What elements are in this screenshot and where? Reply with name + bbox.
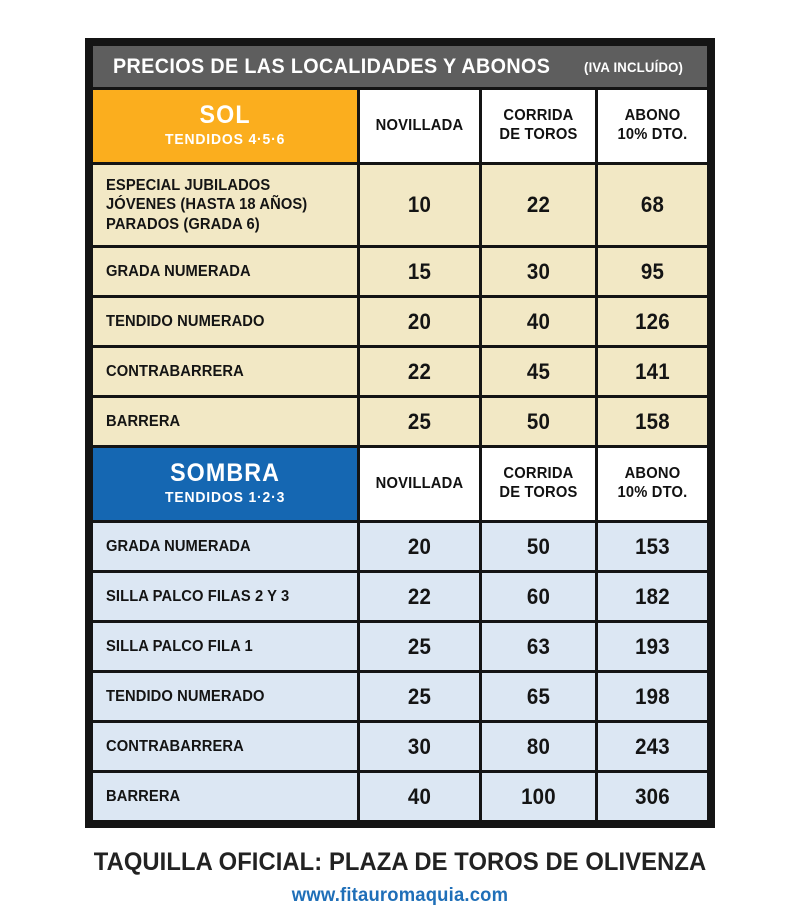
section-header-row-sol: [93, 90, 707, 162]
table-row: [93, 623, 707, 670]
row-label-line: JÓVENES (HASTA 18 AÑOS): [106, 196, 308, 214]
price-value: 50: [527, 408, 551, 434]
price-cell-abono: [598, 348, 707, 395]
price-cell-corrida: [482, 523, 595, 570]
price-cell-novillada: [360, 165, 479, 245]
price-value: 306: [635, 783, 670, 809]
column-header-line: CORRIDA: [503, 465, 574, 483]
column-header-line: NOVILLADA: [375, 116, 464, 134]
row-label-line: GRADA NUMERADA: [106, 537, 251, 555]
table-row: [93, 773, 707, 820]
price-cell-corrida: [482, 348, 595, 395]
price-table-frame: [85, 38, 715, 828]
price-cell-abono: [598, 165, 707, 245]
price-cell-corrida: [482, 165, 595, 245]
price-value: 15: [408, 258, 432, 284]
column-header-line: DE TOROS: [499, 484, 578, 501]
price-cell-corrida: [482, 573, 595, 620]
table-body: [93, 90, 707, 820]
poster-footer: [0, 848, 800, 907]
section-subtitle: TENDIDOS 4·5·6: [164, 130, 286, 148]
price-value: 22: [408, 583, 432, 609]
price-value: 243: [635, 733, 670, 759]
price-value: 40: [408, 783, 432, 809]
price-value: 95: [640, 258, 665, 284]
price-value: 63: [527, 633, 551, 659]
price-cell-novillada: [360, 723, 479, 770]
website-link[interactable]: www.fitauromaquia.com: [291, 885, 509, 906]
price-cell-novillada: [360, 773, 479, 820]
column-header-abono-sombra: [598, 448, 707, 520]
page-title: PRECIOS DE LAS LOCALIDADES Y ABONOS: [113, 54, 551, 78]
column-header-line: 10% DTO.: [617, 484, 688, 501]
price-cell-abono: [598, 723, 707, 770]
price-value: 45: [527, 358, 551, 384]
price-value: 30: [408, 733, 432, 759]
price-value: 60: [527, 583, 551, 609]
table-row: [93, 573, 707, 620]
section-header-sol: [93, 90, 357, 162]
price-value: 22: [408, 358, 432, 384]
price-value: 198: [635, 683, 670, 709]
section-header-sombra: [93, 448, 357, 520]
row-label: [93, 398, 357, 445]
row-label-line: PARADOS (GRADA 6): [106, 215, 260, 233]
price-cell-corrida: [482, 298, 595, 345]
column-header-abono-sol: [598, 90, 707, 162]
row-label: [93, 523, 357, 570]
box-office-line: TAQUILLA OFICIAL: PLAZA DE TOROS DE OLIVENZA: [93, 848, 707, 876]
price-cell-corrida: [482, 773, 595, 820]
price-value: 153: [635, 533, 670, 559]
column-header-line: NOVILLADA: [375, 474, 464, 492]
price-value: 25: [408, 683, 432, 709]
price-cell-novillada: [360, 523, 479, 570]
price-cell-abono: [598, 673, 707, 720]
price-cell-abono: [598, 623, 707, 670]
price-cell-novillada: [360, 398, 479, 445]
price-value: 10: [408, 192, 432, 217]
column-header-line: CORRIDA: [503, 107, 574, 125]
price-value: 50: [527, 533, 551, 559]
price-cell-novillada: [360, 348, 479, 395]
prices-table: [90, 87, 710, 823]
price-value: 126: [635, 308, 670, 334]
table-row: [93, 298, 707, 345]
price-cell-corrida: [482, 398, 595, 445]
price-value: 20: [408, 308, 432, 334]
table-row: [93, 723, 707, 770]
section-header-row-sombra: [93, 448, 707, 520]
table-row: [93, 673, 707, 720]
price-value: 80: [527, 733, 551, 759]
price-cell-novillada: [360, 248, 479, 295]
price-value: 22: [527, 192, 551, 217]
price-cell-corrida: [482, 248, 595, 295]
price-value: 68: [640, 192, 665, 217]
row-label-line: GRADA NUMERADA: [106, 262, 251, 280]
row-label: [93, 723, 357, 770]
table-row: [93, 248, 707, 295]
column-header-novillada-sol: [360, 90, 479, 162]
row-label-line: CONTRABARRERA: [106, 737, 244, 755]
price-cell-corrida: [482, 673, 595, 720]
price-cell-novillada: [360, 673, 479, 720]
table-row: [93, 398, 707, 445]
table-row: [93, 523, 707, 570]
section-title: SOL: [199, 100, 251, 129]
section-title: SOMBRA: [170, 458, 281, 487]
column-header-novillada-sombra: [360, 448, 479, 520]
row-label-line: BARRERA: [106, 787, 181, 805]
row-label-line: TENDIDO NUMERADO: [106, 687, 265, 705]
section-subtitle: TENDIDOS 1·2·3: [164, 488, 286, 506]
column-header-corrida-sol: [482, 90, 595, 162]
price-cell-abono: [598, 773, 707, 820]
row-label-line: BARRERA: [106, 412, 181, 430]
row-label-line: SILLA PALCO FILAS 2 Y 3: [106, 587, 290, 605]
price-cell-abono: [598, 248, 707, 295]
price-cell-novillada: [360, 573, 479, 620]
table-row: [93, 165, 707, 245]
price-cell-corrida: [482, 623, 595, 670]
price-value: 40: [527, 308, 551, 334]
row-label: [93, 773, 357, 820]
price-cell-novillada: [360, 623, 479, 670]
price-value: 25: [408, 408, 432, 434]
row-label-line: ESPECIAL JUBILADOS: [106, 176, 271, 194]
price-value: 182: [635, 583, 670, 609]
row-label: [93, 348, 357, 395]
row-label: [93, 165, 357, 245]
price-cell-abono: [598, 573, 707, 620]
row-label: [93, 298, 357, 345]
row-label-line: CONTRABARRERA: [106, 362, 244, 380]
price-cell-novillada: [360, 298, 479, 345]
row-label: [93, 248, 357, 295]
price-value: 65: [527, 683, 551, 709]
price-cell-abono: [598, 398, 707, 445]
price-value: 25: [408, 633, 432, 659]
row-label: [93, 573, 357, 620]
price-value: 158: [635, 408, 670, 434]
table-title-bar: [90, 43, 710, 87]
vat-note: (IVA INCLUÍDO): [584, 58, 684, 75]
column-header-line: ABONO: [624, 107, 681, 125]
price-cell-abono: [598, 298, 707, 345]
price-value: 141: [635, 358, 670, 384]
row-label-line: SILLA PALCO FILA 1: [106, 637, 253, 655]
column-header-line: 10% DTO.: [617, 126, 688, 143]
row-label: [93, 673, 357, 720]
row-label: [93, 623, 357, 670]
price-cell-abono: [598, 523, 707, 570]
column-header-line: DE TOROS: [499, 126, 578, 143]
table-row: [93, 348, 707, 395]
row-label-line: TENDIDO NUMERADO: [106, 312, 265, 330]
price-value: 30: [527, 258, 551, 284]
column-header-line: ABONO: [624, 465, 681, 483]
price-value: 100: [521, 783, 556, 809]
price-cell-corrida: [482, 723, 595, 770]
price-value: 193: [635, 633, 670, 659]
price-value: 20: [408, 533, 432, 559]
column-header-corrida-sombra: [482, 448, 595, 520]
